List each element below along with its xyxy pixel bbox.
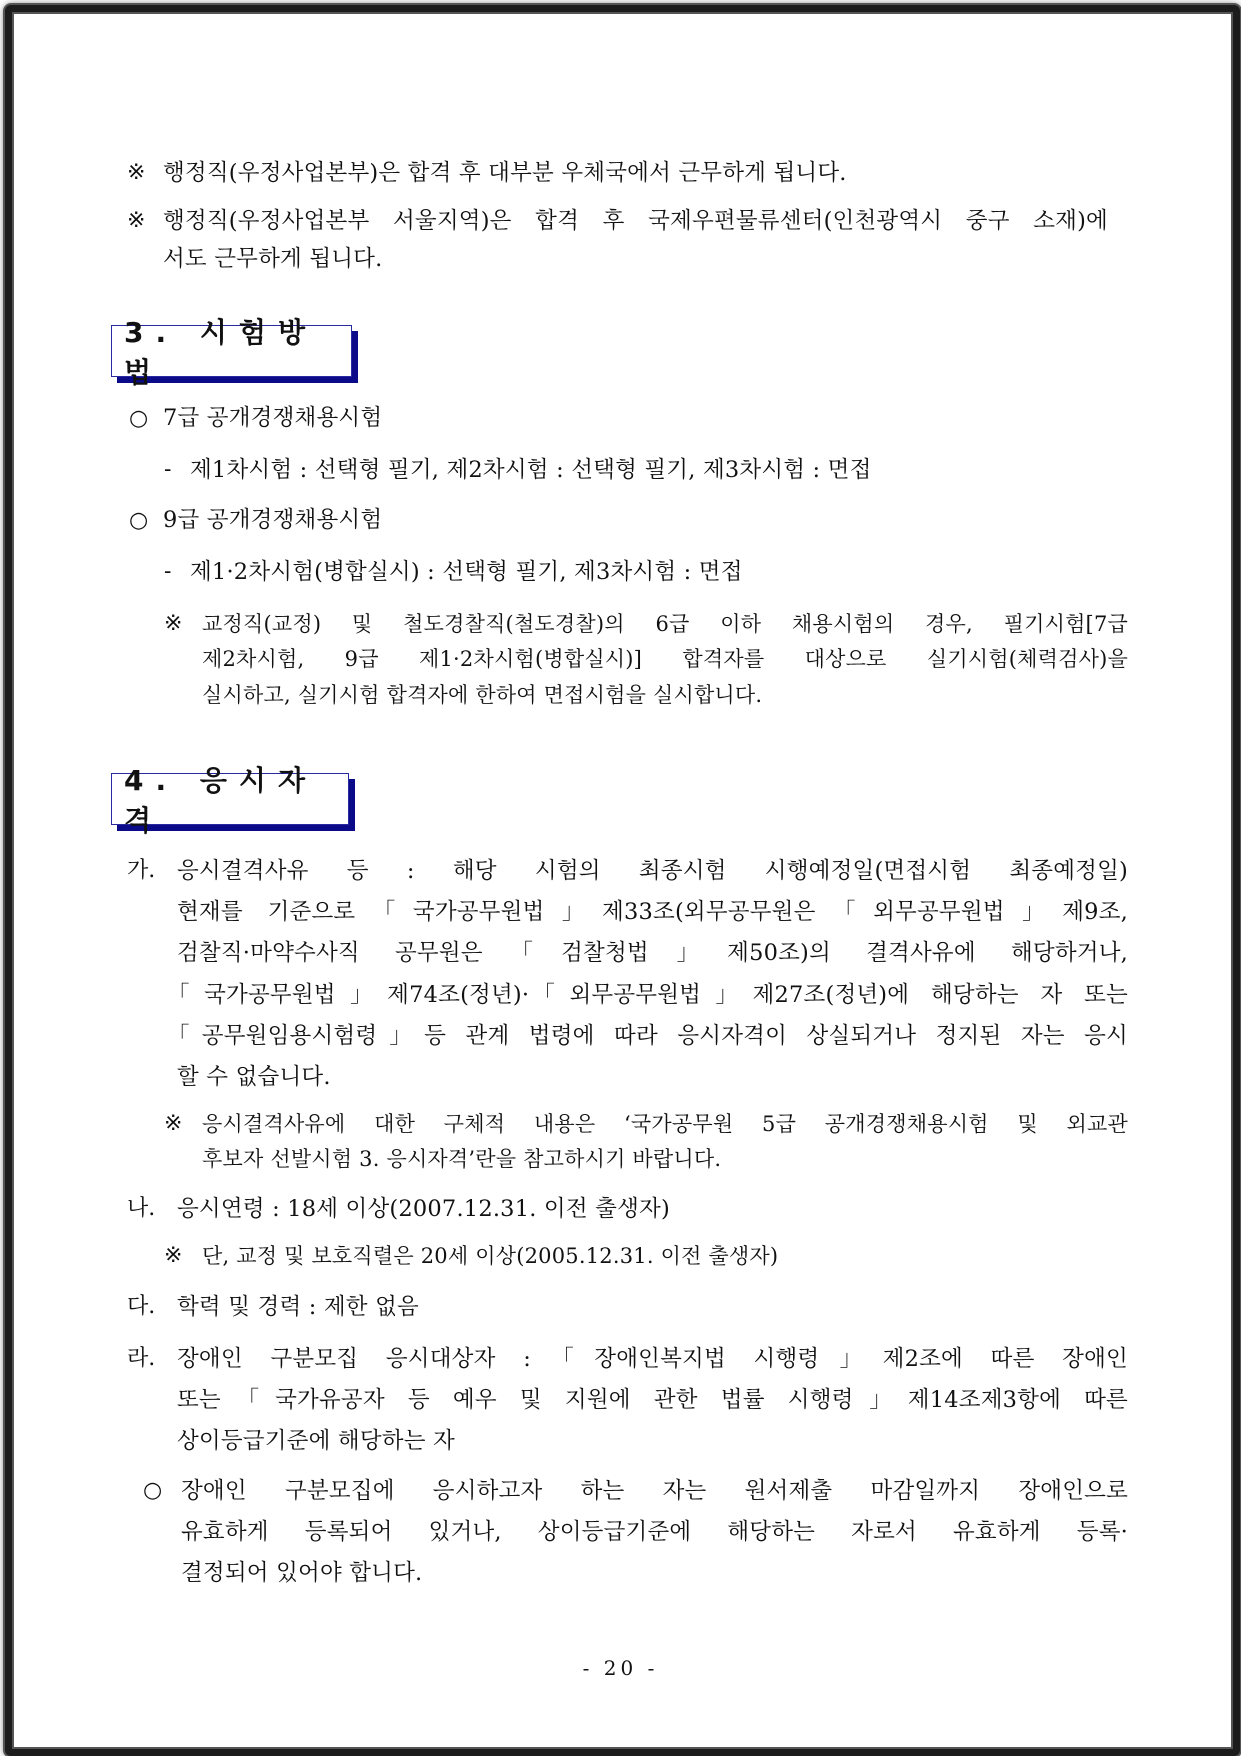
- item-label-da: 다.: [127, 1294, 156, 1319]
- grade7-title: 7급 공개경쟁채용시험: [163, 405, 383, 431]
- note-mark: ※: [127, 160, 146, 185]
- disability-line-1: 장애인 구분모집에 응시하고자 하는 자는 원서제출 마감일까지 장애인으로: [181, 1478, 1128, 1504]
- circle-bullet: ○: [129, 508, 149, 533]
- note-mark: ※: [127, 208, 146, 233]
- page-number: - 20 -: [582, 1656, 659, 1680]
- na-age-text: 응시연령 : 18세 이상(2007.12.31. 이전 출생자): [177, 1196, 670, 1222]
- ra-line-1: 장애인 구분모집 응시대상자 :「장애인복지법 시행령」제2조에 따른 장애인: [177, 1346, 1128, 1372]
- grade9-title: 9급 공개경쟁채용시험: [163, 507, 383, 533]
- corrections-note-line-2: 제2차시험, 9급 제1·2차시험(병합실시)] 합격자를 대상으로 실기시험(체력검사)을: [202, 647, 1128, 671]
- note-mark: ※: [164, 1243, 183, 1268]
- na-note-text: 단, 교정 및 보호직렬은 20세 이상(2005.12.31. 이전 출생자): [202, 1244, 779, 1268]
- section-3-title: 3. 시험방법: [124, 316, 318, 389]
- ra-line-3: 상이등급기준에 해당하는 자: [177, 1428, 455, 1454]
- ga-line-5: 「공무원임용시험령」등 관계 법령에 따라 응시자격이 상실되거나 정지된 자는 응시: [167, 1023, 1128, 1049]
- corrections-note-line-1: 교정직(교정) 및 철도경찰직(철도경찰)의 6급 이하 채용시험의 경우, 필기시험[7급: [202, 612, 1128, 636]
- section-3-heading: [111, 316, 352, 389]
- da-education-text: 학력 및 경력 : 제한 없음: [177, 1294, 419, 1320]
- ra-line-2: 또는「국가유공자 등 예우 및 지원에 관한 법률 시행령」제14조제3항에 따른: [177, 1387, 1128, 1413]
- dash-bullet: -: [164, 457, 172, 482]
- note-postal-line: 행정직(우정사업본부)은 합격 후 대부분 우체국에서 근무하게 됩니다.: [163, 160, 847, 186]
- ga-line-6: 할 수 없습니다.: [177, 1064, 331, 1090]
- section-4-title: 4. 응시자격: [124, 764, 318, 837]
- ga-line-2: 현재를 기준으로「국가공무원법」제33조(외무공무원은「외무공무원법」제9조,: [177, 899, 1128, 925]
- grade9-method: 제1·2차시험(병합실시) : 선택형 필기, 제3차시험 : 면접: [190, 559, 743, 585]
- disability-line-3: 결정되어 있어야 합니다.: [181, 1560, 423, 1586]
- note-mark: ※: [164, 1111, 183, 1136]
- circle-bullet: ○: [129, 406, 149, 431]
- section-4-heading: [111, 764, 349, 837]
- item-label-na: 나.: [127, 1196, 156, 1221]
- item-label-ga: 가.: [127, 858, 156, 883]
- item-label-ra: 라.: [127, 1346, 156, 1371]
- disability-line-2: 유효하게 등록되어 있거나, 상이등급기준에 해당하는 자로서 유효하게 등록·: [181, 1519, 1128, 1545]
- circle-bullet: ○: [143, 1478, 163, 1503]
- grade7-method: 제1차시험 : 선택형 필기, 제2차시험 : 선택형 필기, 제3차시험 : 면접: [190, 457, 872, 483]
- note-seoul-line-1: 행정직(우정사업본부 서울지역)은 합격 후 국제우편물류센터(인천광역시 중구 소재)에: [163, 208, 1108, 234]
- dash-bullet: -: [164, 559, 172, 584]
- ga-line-3: 검찰직·마약수사직 공무원은「검찰청법」제50조)의 결격사유에 해당하거나,: [177, 940, 1128, 966]
- note-seoul-line-2: 서도 근무하게 됩니다.: [163, 246, 383, 272]
- ga-note-line-1: 응시결격사유에 대한 구체적 내용은 ‘국가공무원 5급 공개경쟁채용시험 및 외교관: [202, 1112, 1128, 1136]
- corrections-note-line-3: 실시하고, 실기시험 합격자에 한하여 면접시험을 실시합니다.: [202, 683, 763, 707]
- note-mark: ※: [164, 611, 183, 636]
- ga-line-1: 응시결격사유 등 : 해당 시험의 최종시험 시행예정일(면접시험 최종예정일): [177, 858, 1128, 884]
- ga-line-4: 「국가공무원법」제74조(정년)·「외무공무원법」제27조(정년)에 해당하는 자 또는: [167, 982, 1128, 1008]
- ga-note-line-2: 후보자 선발시험 3. 응시자격’란을 참고하시기 바랍니다.: [202, 1147, 722, 1171]
